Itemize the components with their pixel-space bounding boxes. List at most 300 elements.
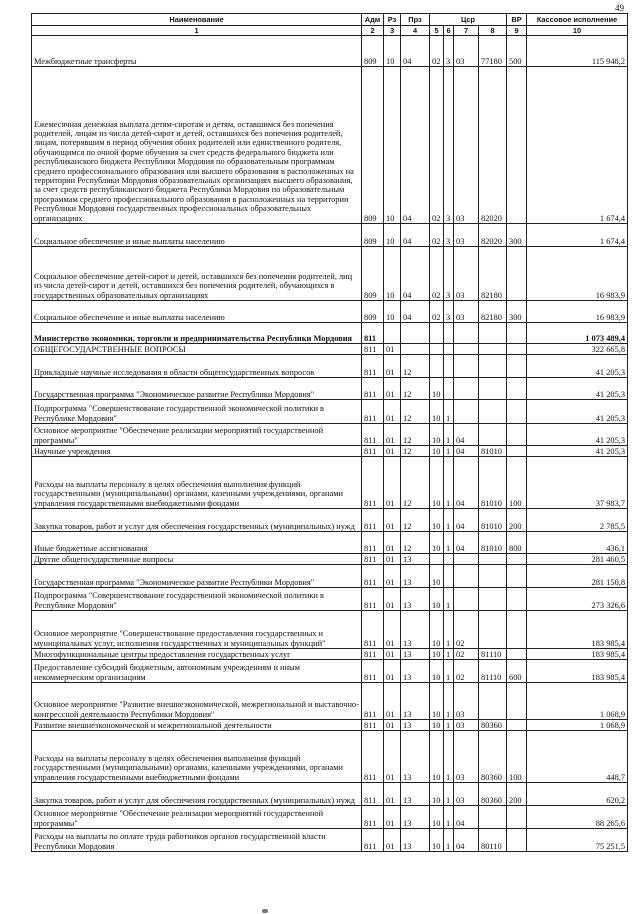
row-csr-subprogram: 1 [444, 649, 454, 660]
row-name: Иные бюджетные ассигнования [32, 532, 362, 554]
row-csr-subprogram [444, 565, 454, 588]
row-csr-subprogram [444, 355, 454, 378]
row-prz-code: 13 [401, 649, 430, 660]
row-rz-code: 01 [384, 806, 401, 829]
table-row [32, 720, 628, 731]
row-csr-direction [479, 554, 507, 565]
table-row [32, 554, 628, 565]
row-adm-code: 811 [362, 509, 384, 532]
row-amount: 448,7 [527, 731, 628, 783]
row-csr-direction: 80360 [479, 720, 507, 731]
row-adm-code: 811 [362, 660, 384, 683]
row-csr-event: 02 [454, 660, 479, 683]
row-adm-code: 809 [362, 224, 384, 247]
row-csr-subprogram: 1 [444, 731, 454, 783]
row-csr-program: 10 [430, 424, 444, 446]
row-adm-code: 809 [362, 247, 384, 301]
row-csr-direction [479, 588, 507, 611]
row-amount: 273 326,6 [527, 588, 628, 611]
row-csr-event [454, 554, 479, 565]
row-name: Подпрограмма "Совершенствование государственной экономической политики в Республике Мордовия" [32, 588, 362, 611]
row-prz-code: 13 [401, 829, 430, 852]
row-csr-subprogram: 1 [444, 683, 454, 720]
table-row [32, 344, 628, 355]
row-csr-event [454, 378, 479, 400]
row-adm-code: 811 [362, 446, 384, 457]
column-number: 5 [430, 26, 444, 36]
table-row [32, 224, 628, 247]
row-csr-program: 02 [430, 301, 444, 323]
table-row [32, 446, 628, 457]
scan-mark [262, 909, 268, 913]
row-vr-code [507, 611, 527, 649]
row-amount: 41 205,3 [527, 355, 628, 378]
row-vr-code [507, 378, 527, 400]
row-csr-subprogram: 3 [444, 224, 454, 247]
row-csr-program: 10 [430, 720, 444, 731]
column-number: 6 [444, 26, 454, 36]
row-vr-code: 500 [507, 36, 527, 67]
row-csr-direction: 81010 [479, 509, 507, 532]
row-csr-direction [479, 683, 507, 720]
row-adm-code: 811 [362, 424, 384, 446]
row-csr-program: 10 [430, 457, 444, 509]
row-adm-code: 811 [362, 683, 384, 720]
row-amount: 37 983,7 [527, 457, 628, 509]
row-csr-direction: 77180 [479, 36, 507, 67]
row-csr-direction [479, 400, 507, 424]
table-row [32, 36, 628, 67]
row-csr-event: 04 [454, 806, 479, 829]
row-csr-direction: 80360 [479, 731, 507, 783]
row-rz-code: 01 [384, 554, 401, 565]
row-prz-code: 13 [401, 731, 430, 783]
row-name: Государственная программа "Экономическое развитие Республики Мордовия" [32, 378, 362, 400]
row-csr-event [454, 323, 479, 344]
table-row [32, 532, 628, 554]
row-name: Государственная программа "Экономическое развитие Республики Мордовия" [32, 565, 362, 588]
column-number: 7 [454, 26, 479, 36]
row-csr-direction: 81110 [479, 660, 507, 683]
row-vr-code [507, 565, 527, 588]
row-prz-code: 04 [401, 36, 430, 67]
table-row [32, 457, 628, 509]
row-prz-code: 04 [401, 247, 430, 301]
table-row [32, 378, 628, 400]
row-csr-event: 02 [454, 611, 479, 649]
row-csr-program: 10 [430, 649, 444, 660]
row-adm-code: 809 [362, 36, 384, 67]
row-csr-event: 04 [454, 509, 479, 532]
row-vr-code [507, 649, 527, 660]
row-csr-program: 10 [430, 806, 444, 829]
row-adm-code: 811 [362, 731, 384, 783]
row-rz-code: 01 [384, 683, 401, 720]
row-vr-code: 200 [507, 783, 527, 806]
row-csr-event: 03 [454, 67, 479, 224]
table-row [32, 355, 628, 378]
row-csr-subprogram: 3 [444, 67, 454, 224]
row-vr-code [507, 806, 527, 829]
row-csr-program: 02 [430, 36, 444, 67]
row-csr-program: 10 [430, 588, 444, 611]
row-vr-code [507, 446, 527, 457]
row-rz-code: 01 [384, 355, 401, 378]
table-header-row [32, 14, 628, 26]
row-adm-code: 811 [362, 355, 384, 378]
row-csr-direction [479, 355, 507, 378]
row-name: Социальное обеспечение и иные выплаты населению [32, 224, 362, 247]
row-rz-code: 10 [384, 36, 401, 67]
row-csr-direction: 82180 [479, 301, 507, 323]
row-csr-program: 02 [430, 247, 444, 301]
row-csr-event [454, 355, 479, 378]
row-name: Многофункциональные центры предоставления государственных услуг [32, 649, 362, 660]
row-adm-code: 811 [362, 829, 384, 852]
row-csr-program: 10 [430, 378, 444, 400]
row-csr-program: 10 [430, 731, 444, 783]
row-rz-code: 01 [384, 611, 401, 649]
row-csr-subprogram: 1 [444, 532, 454, 554]
row-prz-code [401, 344, 430, 355]
table-body [32, 36, 628, 852]
row-csr-subprogram: 1 [444, 829, 454, 852]
row-amount: 88 265,6 [527, 806, 628, 829]
row-adm-code: 811 [362, 611, 384, 649]
row-rz-code: 01 [384, 783, 401, 806]
row-prz-code: 12 [401, 532, 430, 554]
row-amount: 41 205,3 [527, 424, 628, 446]
row-adm-code: 809 [362, 67, 384, 224]
row-rz-code: 01 [384, 509, 401, 532]
row-csr-direction [479, 344, 507, 355]
table-row [32, 806, 628, 829]
row-csr-program: 10 [430, 532, 444, 554]
row-csr-subprogram: 3 [444, 36, 454, 67]
row-rz-code: 01 [384, 532, 401, 554]
row-csr-event: 03 [454, 247, 479, 301]
row-prz-code: 13 [401, 611, 430, 649]
row-name: Основное мероприятие "Обеспечение реализации мероприятий государственной программы" [32, 806, 362, 829]
column-number: 3 [384, 26, 401, 36]
row-rz-code: 01 [384, 649, 401, 660]
row-rz-code: 10 [384, 301, 401, 323]
row-vr-code [507, 344, 527, 355]
row-csr-program [430, 344, 444, 355]
row-prz-code: 13 [401, 783, 430, 806]
row-adm-code: 811 [362, 457, 384, 509]
row-csr-subprogram [444, 344, 454, 355]
row-vr-code [507, 829, 527, 852]
row-csr-program: 10 [430, 565, 444, 588]
row-csr-direction [479, 565, 507, 588]
row-adm-code: 811 [362, 649, 384, 660]
row-csr-event: 02 [454, 649, 479, 660]
table-row [32, 660, 628, 683]
row-csr-direction [479, 424, 507, 446]
row-csr-event: 03 [454, 720, 479, 731]
row-amount: 41 205,3 [527, 400, 628, 424]
table-row [32, 588, 628, 611]
header-amount: Кассовое исполнение [527, 14, 628, 26]
row-vr-code [507, 247, 527, 301]
row-rz-code: 01 [384, 588, 401, 611]
row-adm-code: 811 [362, 565, 384, 588]
row-rz-code: 01 [384, 344, 401, 355]
table-row [32, 649, 628, 660]
row-csr-program: 10 [430, 683, 444, 720]
row-adm-code: 811 [362, 783, 384, 806]
row-adm-code: 811 [362, 720, 384, 731]
header-csr: Цср [430, 14, 507, 26]
row-rz-code: 01 [384, 720, 401, 731]
row-name: Социальное обеспечение детей-сирот и детей, оставшихся без попечения родителей, лиц из числа детей-сирот и детей, оставшихся без попечения родителей, обучающихся в государственных образовательных организациях [32, 247, 362, 301]
budget-execution-table [31, 13, 628, 852]
page-number: 49 [615, 3, 624, 13]
table-row [32, 829, 628, 852]
row-adm-code: 811 [362, 323, 384, 344]
row-csr-subprogram: 3 [444, 301, 454, 323]
row-csr-subprogram [444, 323, 454, 344]
row-vr-code: 600 [507, 660, 527, 683]
row-adm-code: 811 [362, 554, 384, 565]
row-vr-code [507, 323, 527, 344]
header-rz: Рз [384, 14, 401, 26]
row-csr-program: 10 [430, 829, 444, 852]
row-name: Основное мероприятие "Развитие внешнеэкономической, межрегиональной и выставочно-конгрессной деятельности Республики Мордовия" [32, 683, 362, 720]
row-csr-direction: 81010 [479, 446, 507, 457]
row-csr-event: 03 [454, 731, 479, 783]
row-adm-code: 811 [362, 806, 384, 829]
table-row [32, 565, 628, 588]
row-rz-code: 01 [384, 565, 401, 588]
row-amount: 1 068,9 [527, 720, 628, 731]
row-rz-code: 01 [384, 378, 401, 400]
row-csr-direction: 81110 [479, 649, 507, 660]
table-row [32, 424, 628, 446]
row-prz-code: 12 [401, 355, 430, 378]
row-rz-code: 01 [384, 829, 401, 852]
row-name: Основное мероприятие "Совершенствование предоставления государственных и муниципальных услуг, исполнения государственных и муниципальных функций" [32, 611, 362, 649]
row-csr-subprogram: 1 [444, 720, 454, 731]
row-vr-code [507, 683, 527, 720]
row-prz-code: 12 [401, 457, 430, 509]
row-csr-event: 04 [454, 532, 479, 554]
row-name: Основное мероприятие "Обеспечение реализации мероприятий государственной программы" [32, 424, 362, 446]
row-amount: 1 073 489,4 [527, 323, 628, 344]
row-csr-direction: 82020 [479, 67, 507, 224]
table-row [32, 783, 628, 806]
row-csr-direction [479, 378, 507, 400]
row-rz-code: 01 [384, 457, 401, 509]
row-prz-code: 12 [401, 509, 430, 532]
row-csr-event [454, 344, 479, 355]
row-name: Прикладные научные исследования в области общегосударственных вопросов [32, 355, 362, 378]
row-amount: 183 985,4 [527, 649, 628, 660]
row-name: Расходы на выплаты по оплате труда работников органов государственной власти Республики Мордовия [32, 829, 362, 852]
row-csr-program [430, 323, 444, 344]
row-vr-code [507, 67, 527, 224]
table-row [32, 731, 628, 783]
row-csr-event: 03 [454, 683, 479, 720]
row-csr-subprogram [444, 378, 454, 400]
row-csr-direction [479, 611, 507, 649]
row-csr-subprogram: 1 [444, 783, 454, 806]
row-adm-code: 811 [362, 588, 384, 611]
header-name: Наименование [32, 14, 362, 26]
row-csr-subprogram: 1 [444, 611, 454, 649]
row-vr-code: 100 [507, 731, 527, 783]
row-amount: 322 665,8 [527, 344, 628, 355]
row-name: Научные учреждения [32, 446, 362, 457]
row-csr-program: 10 [430, 660, 444, 683]
column-number: 1 [32, 26, 362, 36]
column-number-row [32, 26, 628, 36]
column-number: 4 [401, 26, 430, 36]
row-vr-code [507, 588, 527, 611]
row-vr-code [507, 554, 527, 565]
row-csr-direction: 82180 [479, 247, 507, 301]
row-name: Социальное обеспечение и иные выплаты населению [32, 301, 362, 323]
row-amount: 183 985,4 [527, 611, 628, 649]
column-number: 10 [527, 26, 628, 36]
row-csr-direction: 82020 [479, 224, 507, 247]
header-adm: Адм [362, 14, 384, 26]
header-vr: ВР [507, 14, 527, 26]
row-name: ОБЩЕГОСУДАРСТВЕННЫЕ ВОПРОСЫ [32, 344, 362, 355]
table-row [32, 400, 628, 424]
row-rz-code: 01 [384, 424, 401, 446]
row-csr-direction: 80110 [479, 829, 507, 852]
row-name: Предоставление субсидий бюджетным, автономным учреждениям и иным некоммерческим организациям [32, 660, 362, 683]
row-prz-code: 13 [401, 806, 430, 829]
row-csr-subprogram: 1 [444, 660, 454, 683]
row-csr-event: 03 [454, 224, 479, 247]
row-vr-code: 300 [507, 301, 527, 323]
row-vr-code: 100 [507, 457, 527, 509]
row-csr-direction: 81010 [479, 457, 507, 509]
row-amount: 281 460,5 [527, 554, 628, 565]
row-csr-event: 03 [454, 301, 479, 323]
row-amount: 16 983,9 [527, 301, 628, 323]
row-prz-code [401, 323, 430, 344]
row-name: Ежемесячная денежная выплата детям-сиротам и детям, оставшимся без попечения родителей, лицам из числа детей-сирот и детей, оставшихся без попечения родителей, лицам, потерявшим в период обучения обоих родителей или единственного родителя, обучающимся по очной форме обучения за счет средств федерального бюджета или республиканского бюджета Республики Мордовия по образовательным программам среднего профессионального образования или высшего образования в расположенных на территории Республики Мордовия образовательных организациях высшего образования, за счет средств республиканского бюджета Республики Мордовия по образовательным программам среднего профессионального образования в расположенных на территории Республики Мордовия государственных профессиональных образовательных организациях [32, 67, 362, 224]
row-csr-event [454, 400, 479, 424]
row-csr-event: 04 [454, 829, 479, 852]
row-vr-code: 800 [507, 532, 527, 554]
row-csr-direction [479, 323, 507, 344]
row-rz-code: 10 [384, 247, 401, 301]
row-amount: 436,1 [527, 532, 628, 554]
row-csr-subprogram: 1 [444, 806, 454, 829]
row-prz-code: 12 [401, 400, 430, 424]
row-name: Расходы на выплаты персоналу в целях обеспечения выполнения функций государственными (муниципальными) органами, казенными учреждениями, органами управления государственными внебюджетными фондами [32, 457, 362, 509]
row-csr-program: 10 [430, 446, 444, 457]
row-adm-code: 811 [362, 532, 384, 554]
row-prz-code: 04 [401, 301, 430, 323]
row-csr-direction [479, 806, 507, 829]
row-amount: 41 205,3 [527, 446, 628, 457]
row-prz-code: 13 [401, 660, 430, 683]
row-rz-code: 01 [384, 731, 401, 783]
row-vr-code [507, 400, 527, 424]
row-prz-code: 12 [401, 378, 430, 400]
row-csr-program: 02 [430, 224, 444, 247]
column-number: 9 [507, 26, 527, 36]
row-name: Закупка товаров, работ и услуг для обеспечения государственных (муниципальных) нужд [32, 509, 362, 532]
row-amount: 75 251,5 [527, 829, 628, 852]
row-amount: 281 150,8 [527, 565, 628, 588]
row-vr-code [507, 424, 527, 446]
row-csr-direction: 81010 [479, 532, 507, 554]
row-name: Межбюджетные трансферты [32, 36, 362, 67]
table-row [32, 247, 628, 301]
row-csr-program [430, 554, 444, 565]
row-csr-subprogram: 1 [444, 446, 454, 457]
row-csr-direction: 80360 [479, 783, 507, 806]
table-row [32, 67, 628, 224]
row-amount: 1 674,4 [527, 224, 628, 247]
row-rz-code: 01 [384, 446, 401, 457]
row-name: Министерство экономики, торговли и предпринимательства Республики Мордовия [32, 323, 362, 344]
table-row [32, 509, 628, 532]
row-csr-program: 10 [430, 783, 444, 806]
row-prz-code: 13 [401, 588, 430, 611]
row-rz-code: 01 [384, 400, 401, 424]
table-row [32, 683, 628, 720]
row-csr-subprogram [444, 554, 454, 565]
table-row [32, 611, 628, 649]
row-prz-code: 12 [401, 424, 430, 446]
row-csr-event [454, 588, 479, 611]
row-csr-program: 10 [430, 400, 444, 424]
row-csr-event: 04 [454, 446, 479, 457]
row-amount: 1 068,9 [527, 683, 628, 720]
row-name: Расходы на выплаты персоналу в целях обеспечения выполнения функций государственными (муниципальными) органами, казенными учреждениями, органами управления государственными внебюджетными фондами [32, 731, 362, 783]
row-csr-event [454, 565, 479, 588]
row-rz-code [384, 323, 401, 344]
row-amount: 41 205,3 [527, 378, 628, 400]
row-name: Подпрограмма "Совершенствование государственной экономической политики в Республике Мордовия" [32, 400, 362, 424]
table-row [32, 323, 628, 344]
row-prz-code: 13 [401, 565, 430, 588]
row-prz-code: 13 [401, 554, 430, 565]
row-csr-event: 03 [454, 783, 479, 806]
row-csr-subprogram: 1 [444, 424, 454, 446]
row-adm-code: 811 [362, 344, 384, 355]
row-csr-subprogram: 1 [444, 400, 454, 424]
row-csr-event: 03 [454, 36, 479, 67]
row-csr-program: 02 [430, 67, 444, 224]
row-amount: 16 983,9 [527, 247, 628, 301]
row-prz-code: 04 [401, 224, 430, 247]
header-prz: Прз [401, 14, 430, 26]
row-vr-code: 300 [507, 224, 527, 247]
row-name: Закупка товаров, работ и услуг для обеспечения государственных (муниципальных) нужд [32, 783, 362, 806]
row-amount: 620,2 [527, 783, 628, 806]
row-csr-program: 10 [430, 611, 444, 649]
row-prz-code: 04 [401, 67, 430, 224]
row-amount: 1 674,4 [527, 67, 628, 224]
row-csr-program: 10 [430, 509, 444, 532]
row-csr-subprogram: 3 [444, 247, 454, 301]
row-vr-code: 200 [507, 509, 527, 532]
row-csr-subprogram: 1 [444, 588, 454, 611]
row-amount: 2 785,5 [527, 509, 628, 532]
row-rz-code: 01 [384, 660, 401, 683]
row-csr-subprogram: 1 [444, 509, 454, 532]
column-number: 2 [362, 26, 384, 36]
